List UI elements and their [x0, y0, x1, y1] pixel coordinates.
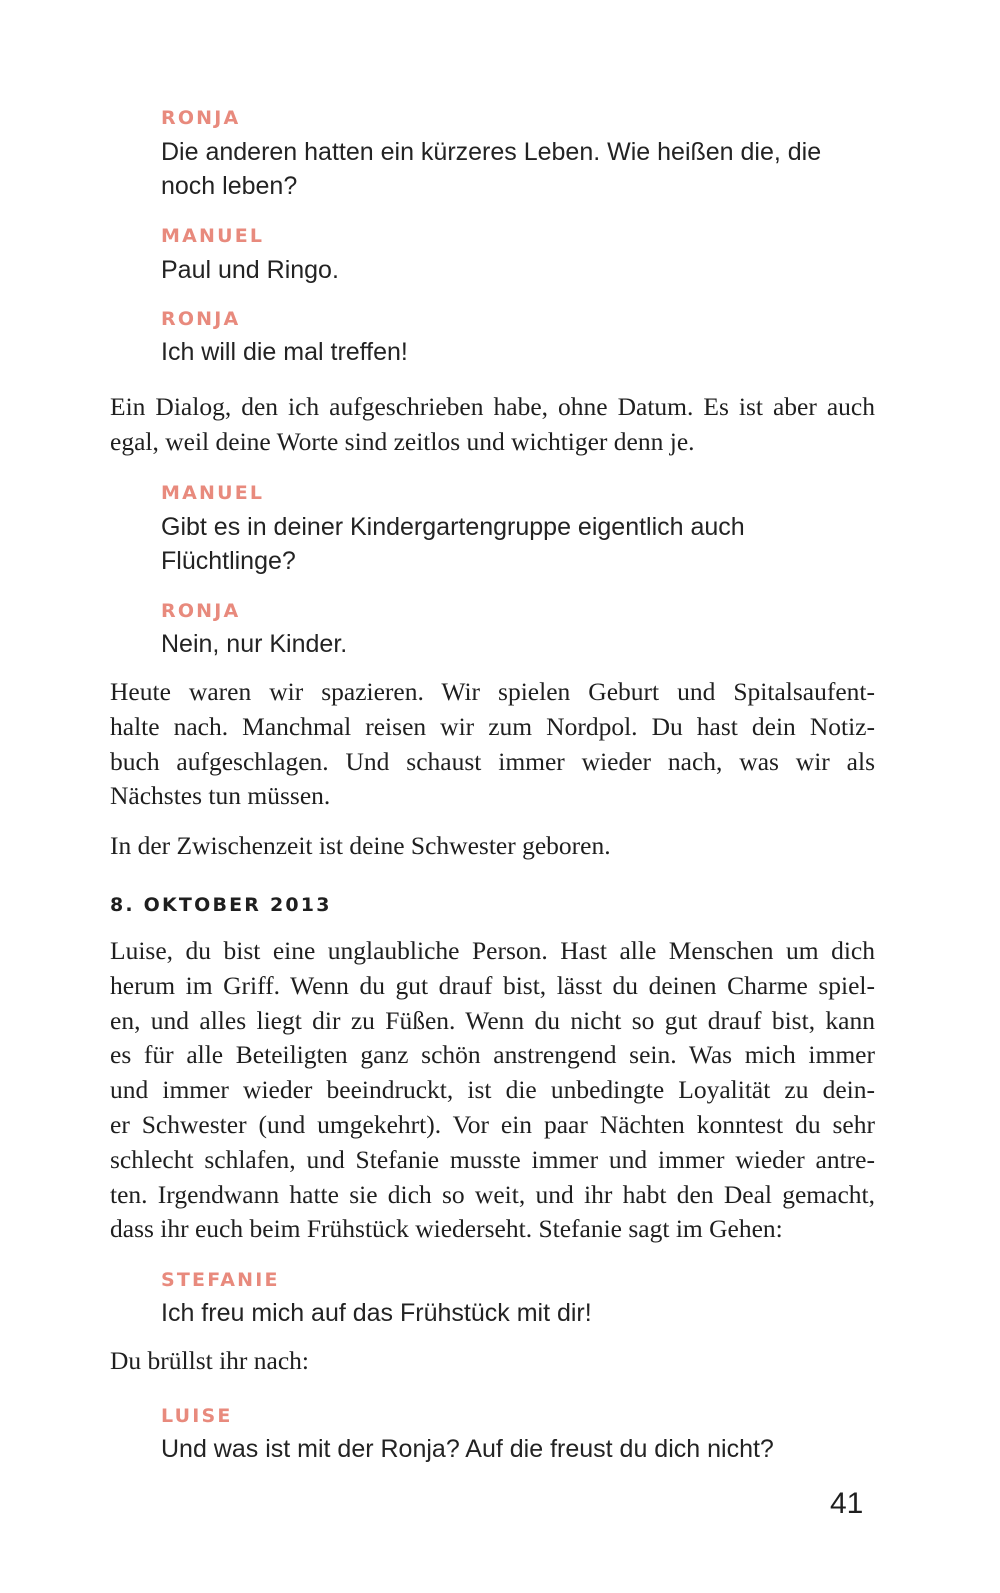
page-number: 41 [830, 1487, 864, 1520]
dialogue-line: Ich will die mal treffen! [161, 338, 408, 366]
prose-line: Nächstes tun müssen. [110, 781, 331, 811]
speaker-name: RONJA [161, 107, 241, 129]
speaker-name: RONJA [161, 308, 241, 330]
prose-line: buch aufgeschlagen. Und schaust immer wieder nach, was wir als [110, 746, 875, 776]
dialogue-line: Gibt es in deiner Kindergartengruppe eigentlich auch [161, 513, 745, 541]
prose-paragraph [110, 1344, 875, 1379]
prose-line: egal, weil deine Worte sind zeitlos und wichtiger denn je. [110, 426, 695, 456]
prose-line: In der Zwischenzeit ist deine Schwester geboren. [110, 831, 611, 860]
date-heading: 8. OKTOBER 2013 [110, 894, 332, 916]
speaker-name: RONJA [161, 600, 241, 622]
speaker-name: MANUEL [161, 225, 265, 247]
prose-line: en, und alles liegt dir zu Füßen. Wenn du nicht so gut drauf bist, kann [110, 1005, 875, 1035]
prose-line: schlecht schlafen, und Stefanie musste immer und immer wieder antre- [110, 1144, 875, 1174]
prose-paragraph [110, 934, 875, 1247]
prose-line: Du brüllst ihr nach: [110, 1346, 310, 1375]
prose-paragraph [110, 829, 875, 864]
prose-line: es für alle Beteiligten ganz schön anstrengend sein. Was mich immer [110, 1040, 875, 1070]
speaker-name: STEFANIE [161, 1269, 280, 1291]
prose-line: und immer wieder beeindruckt, ist die unbedingte Loyalität zu dein- [110, 1075, 875, 1105]
dialogue-line: noch leben? [161, 172, 298, 200]
prose-line: er Schwester (und umgekehrt). Vor ein paar Nächten konntest du sehr [110, 1109, 875, 1139]
dialogue-line: Flüchtlinge? [161, 547, 296, 575]
dialogue-line: Und was ist mit der Ronja? Auf die freust du dich nicht? [161, 1435, 774, 1463]
prose-paragraph [110, 390, 875, 460]
dialogue-line: Die anderen hatten ein kürzeres Leben. Wie heißen die, die [161, 138, 822, 166]
prose-line: Luise, du bist eine unglaubliche Person. Hast alle Menschen um dich [110, 936, 875, 965]
dialogue-line: Nein, nur Kinder. [161, 630, 348, 658]
speaker-name: LUISE [161, 1405, 233, 1427]
dialogue-line: Ich freu mich auf das Frühstück mit dir! [161, 1299, 592, 1327]
speaker-name: MANUEL [161, 482, 265, 504]
prose-line: Ein Dialog, den ich aufgeschrieben habe, ohne Datum. Es ist aber auch [110, 392, 875, 421]
prose-line: dass ihr euch beim Frühstück wiederseht. Stefanie sagt im Gehen: [110, 1214, 783, 1244]
prose-line: herum im Griff. Wenn du gut drauf bist, lässt du deinen Charme spiel- [110, 970, 875, 1000]
prose-line: ten. Irgendwann hatte sie dich so weit, und ihr habt den Deal gemacht, [110, 1179, 875, 1209]
dialogue-line: Paul und Ringo. [161, 256, 339, 284]
prose-paragraph [110, 675, 875, 814]
prose-line: Heute waren wir spazieren. Wir spielen Geburt und Spitalsaufent- [110, 677, 875, 706]
prose-line: halte nach. Manchmal reisen wir zum Nordpol. Du hast dein Notiz- [110, 711, 875, 741]
